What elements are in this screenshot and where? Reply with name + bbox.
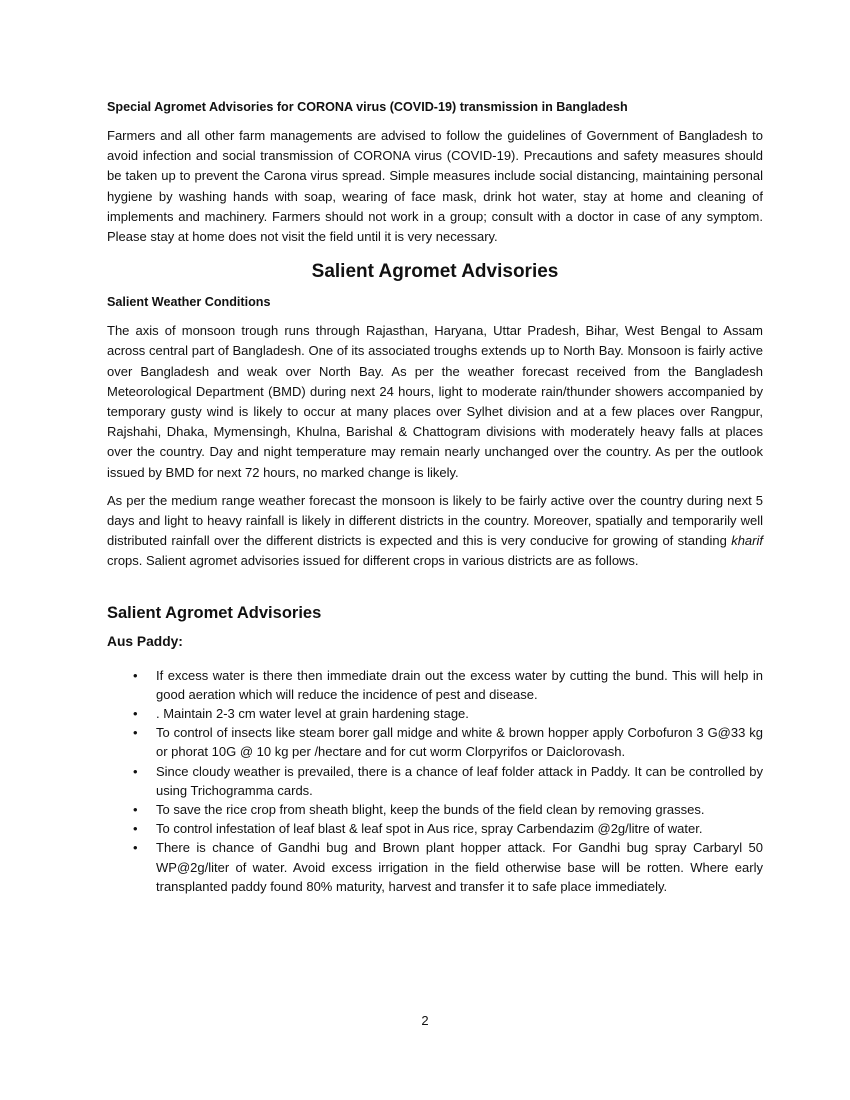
list-item <box>107 666 763 704</box>
bullet-icon: • <box>133 725 138 741</box>
covid-advisory-paragraph: Farmers and all other farm managements are advised to follow the guidelines of Government of Bangladesh to avoid infection and social transmission of CORONA virus (COVID-19). Precautions and safety measures should be taken up to prevent the Carona virus spread. Simple measures include social distancing, maintaining personal hygiene by washing hands with soap, wearing of face mask, drink hot water, stay at home and cleaning of implements and machinery. Farmers should not work in a group; consult with a doctor in case of any symptom. Please stay at home does not visit the field until it is very necessary. <box>107 128 763 245</box>
covid-advisory-title: Special Agromet Advisories for CORONA virus (COVID-19) transmission in Bangladesh <box>107 100 628 114</box>
list-item-text: Since cloudy weather is prevailed, there is a chance of leaf folder attack in Paddy. It can be controlled by using Trichogramma cards. <box>156 763 763 798</box>
bullet-icon: • <box>133 802 138 818</box>
list-item <box>107 800 763 819</box>
list-item <box>107 723 763 761</box>
kharif-term: kharif <box>731 533 763 549</box>
advisories-heading: Salient Agromet Advisories <box>107 603 322 622</box>
weather-paragraph-2-end: crops. Salient agromet advisories issued for different crops in various districts are as follows. <box>107 553 639 569</box>
document-page <box>107 98 763 896</box>
bullet-icon: • <box>133 667 138 683</box>
bullet-icon: • <box>133 706 138 722</box>
list-item-text: If excess water is there then immediate drain out the excess water by cutting the bund. This will help in good aeration which will reduce the incidence of pest and disease. <box>156 667 763 702</box>
weather-heading: Salient Weather Conditions <box>107 295 271 310</box>
list-item-text: To control infestation of leaf blast & leaf spot in Aus rice, spray Carbendazim @2g/litre of water. <box>156 821 703 837</box>
weather-paragraph-1: The axis of monsoon trough runs through Rajasthan, Haryana, Uttar Pradesh, Bihar, West Bengal to Assam across central part of Bangladesh. One of its associated troughs extends up to North Bay. Monsoon is fairly active over Bangladesh and weak over North Bay. As per the weather forecast received from the Bangladesh Meteorological Department (BMD) during next 24 hours, light to moderate rain/thunder showers accompanied by temporary gusty wind is likely to occur at many places over Sylhet division and at a few places over Rangpur, Rajshahi, Dhaka, Mymensingh, Khulna, Barishal & Chattogram divisions with moderately heavy falls at places over the country. Day and night temperature may remain nearly unchanged over the country. As per the outlook issued by BMD for next 72 hours, no marked change is likely. <box>107 323 763 480</box>
bullet-icon: • <box>133 840 138 856</box>
list-item <box>107 704 763 723</box>
weather-paragraph-2-start: As per the medium range weather forecast the monsoon is likely to be fairly active over the country during next 5 days and light to heavy rainfall is likely in different districts in the country. Moreover, spatially and temporarily well distributed rainfall over the different districts is expected and this is very conducive for growing of standing <box>107 492 763 549</box>
page-number: 2 <box>421 1013 429 1028</box>
bullet-icon: • <box>133 821 138 837</box>
bullet-icon: • <box>133 763 138 779</box>
aus-paddy-advisory-list <box>107 666 763 896</box>
list-item <box>107 762 763 800</box>
list-item-text: There is chance of Gandhi bug and Brown plant hopper attack. For Gandhi bug spray Carbaryl 50 WP@2g/liter of water. Avoid excess irrigation in the field otherwise base will be rotten. Where early transplanted paddy found 80% maturity, harvest and transfer it to safe place immediately. <box>156 840 763 894</box>
main-heading: Salient Agromet Advisories <box>311 261 559 283</box>
list-item-text: To save the rice crop from sheath blight, keep the bunds of the field clean by removing grasses. <box>156 802 705 818</box>
list-item <box>107 838 763 896</box>
list-item <box>107 819 763 838</box>
aus-paddy-heading: Aus Paddy: <box>107 633 183 649</box>
weather-paragraph-2 <box>107 491 763 572</box>
list-item-text: . Maintain 2-3 cm water level at grain hardening stage. <box>156 706 469 722</box>
list-item-text: To control of insects like steam borer gall midge and white & brown hopper apply Corbofuron 3 G@33 kg or phorat 10G @ 10 kg per /hectare and for cut worm Clorpyrifos or Daiclorovash. <box>156 725 763 760</box>
